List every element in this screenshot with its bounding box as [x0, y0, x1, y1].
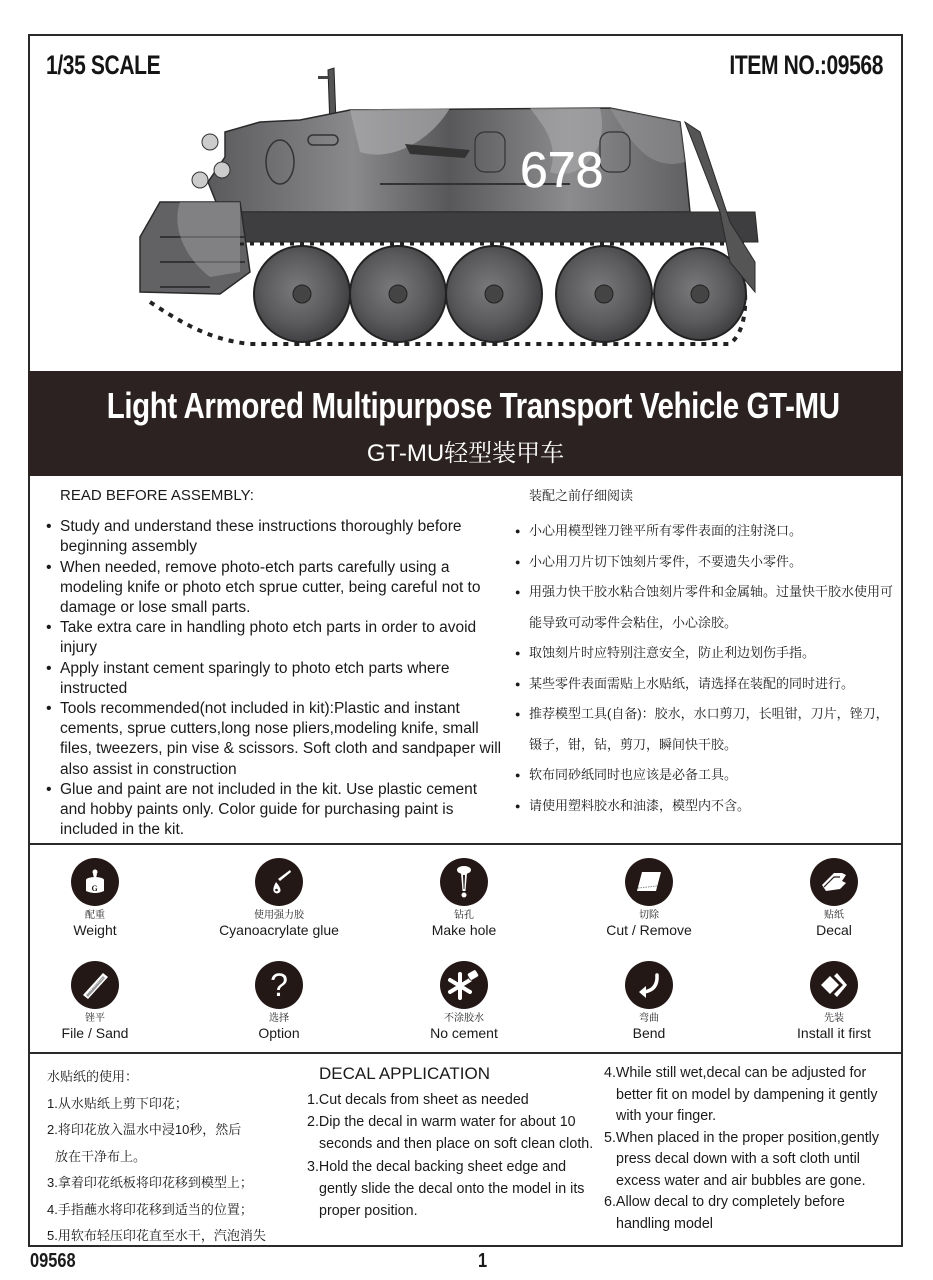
divider: [28, 1052, 903, 1054]
item-number: ITEM NO.:09568: [729, 50, 883, 80]
symbol-drill: 钻孔 Make hole: [374, 858, 554, 938]
divider: [28, 843, 903, 845]
list-item: 5.When placed in the proper position,gently press decal down with a soft cloth until excess water and air bubbles are gone.: [604, 1129, 879, 1189]
title-chinese: GT-MU轻型装甲车: [366, 440, 565, 467]
install-first-icon: [810, 961, 858, 1009]
symbol-glue: 使用强力胶 Cyanoacrylate glue: [189, 858, 369, 938]
question-icon: ?: [255, 961, 303, 1009]
list-item: ● 小心用模型锉刀锉平所有零件表面的注射浇口。: [515, 516, 895, 547]
list-item: • Tools recommended(not included in kit):Plastic and instant cements, sprue cutters,long nose pliers,modeling knife, small files, tweezers, pin vise & scissors. Soft cloth and sandpaper will also assist in construction: [44, 699, 504, 780]
svg-text:G: G: [91, 884, 98, 893]
symbol-option: ? 选择 Option: [189, 961, 369, 1041]
list-item: ● 请使用塑料胶水和油漆，模型内不含。: [515, 791, 895, 822]
symbol-no-cement: 不涂胶水 No cement: [374, 961, 554, 1041]
file-icon: [71, 961, 119, 1009]
list-item: • Glue and paint are not included in the kit. Use plastic cement and hobby paints only. Color guide for purchasing paint is included in the kit.: [44, 780, 504, 841]
decal-instructions-cn: [47, 1064, 307, 1250]
read-before-heading: READ BEFORE ASSEMBLY:: [60, 487, 254, 504]
vehicle-illustration: [130, 62, 780, 352]
list-item: 1.Cut decals from sheet as needed: [307, 1092, 529, 1108]
decal-heading-cn: 水贴纸的使用：: [47, 1069, 139, 1084]
page-number: 1: [478, 1250, 488, 1272]
footer-item-code: 09568: [30, 1250, 76, 1272]
list-item: • Study and understand these instructions thoroughly before beginning assembly: [44, 517, 504, 557]
weight-icon: [71, 858, 119, 906]
list-item: ● 软布同砂纸同时也应该是必备工具。: [515, 760, 895, 791]
glue-drop-icon: [255, 858, 303, 906]
list-item: 6.Allow decal to dry completely before handling model: [604, 1194, 845, 1232]
symbol-file: 锉平 File / Sand: [5, 961, 185, 1041]
no-cement-icon: [440, 961, 488, 1009]
read-before-assembly-en: [44, 486, 504, 840]
list-item: 3.拿着印花纸板将印花移到模型上；: [47, 1175, 253, 1190]
list-item: ● 某些零件表面需贴上水贴纸，请选择在装配的同时进行。: [515, 669, 895, 700]
list-item: • Apply instant cement sparingly to photo etch parts where instructed: [44, 659, 504, 699]
symbol-decal: 贴纸 Decal: [744, 858, 924, 938]
list-item: 2.将印花放入温水中浸10秒，然后: [47, 1122, 242, 1137]
list-item: 1.从水贴纸上剪下印花；: [47, 1095, 188, 1111]
list-item: ● 取蚀刻片时应特别注意安全，防止利边划伤手指。: [515, 638, 895, 669]
symbol-weight: G 配重 Weight: [5, 858, 185, 938]
decal-instructions-en: [307, 1064, 607, 1222]
list-item: 放在干净布上。: [55, 1148, 147, 1164]
bend-icon: [625, 961, 673, 1009]
list-item: • Take extra care in handling photo etch parts in order to avoid injury: [44, 618, 504, 658]
list-item: 3.Hold the decal backing sheet edge and gently slide the decal onto the model in its proper position.: [307, 1158, 585, 1220]
list-item: ● 推荐模型工具(自备)：胶水，水口剪刀，长咀钳，刀片，锉刀，镊子，钳，钻，剪刀，瞬间快干胶。: [515, 699, 895, 760]
title-english: Light Armored Multipurpose Transport Vehicle GT-MU: [106, 385, 840, 426]
list-item: 5.用软布轻压印花直至水干，汽泡消失: [47, 1228, 266, 1243]
list-item: 4.While still wet,decal can be adjusted for better fit on model by dampening it gently with your finger.: [604, 1065, 878, 1124]
symbol-install-first: 先装 Install it first: [744, 961, 924, 1041]
list-item: ● 用强力快干胶水粘合蚀刻片零件和金属轴。过量快干胶水使用可能导致可动零件会粘住，小心涂胶。: [515, 577, 895, 638]
hull-number: 678: [520, 142, 604, 198]
drill-icon: [440, 858, 488, 906]
read-before-heading-cn: 装配之前仔细阅读: [529, 488, 634, 503]
decal-icon: [810, 858, 858, 906]
read-before-list-cn: [515, 516, 895, 821]
cut-icon: [625, 858, 673, 906]
symbol-bend: 弯曲 Bend: [559, 961, 739, 1041]
list-item: 4.手指蘸水将印花移到适当的位置；: [47, 1201, 253, 1217]
scale-label: 1/35 SCALE: [46, 50, 161, 80]
title-band: [28, 371, 903, 476]
read-before-assembly-cn: [515, 486, 895, 821]
symbol-cut: 切除 Cut / Remove: [559, 858, 739, 938]
decal-instructions-en-continued: [604, 1063, 899, 1235]
read-before-list: [44, 517, 504, 840]
list-item: 2.Dip the decal in warm water for about 10 seconds and then place on soft clean cloth.: [307, 1114, 594, 1153]
list-item: ● 小心用刀片切下蚀刻片零件，不要遗失小零件。: [515, 547, 895, 578]
list-item: • When needed, remove photo-etch parts carefully using a modeling knife or photo etch sprue cutter, being careful not to damage or lose small parts.: [44, 558, 504, 619]
decal-heading: DECAL APPLICATION: [319, 1064, 490, 1083]
